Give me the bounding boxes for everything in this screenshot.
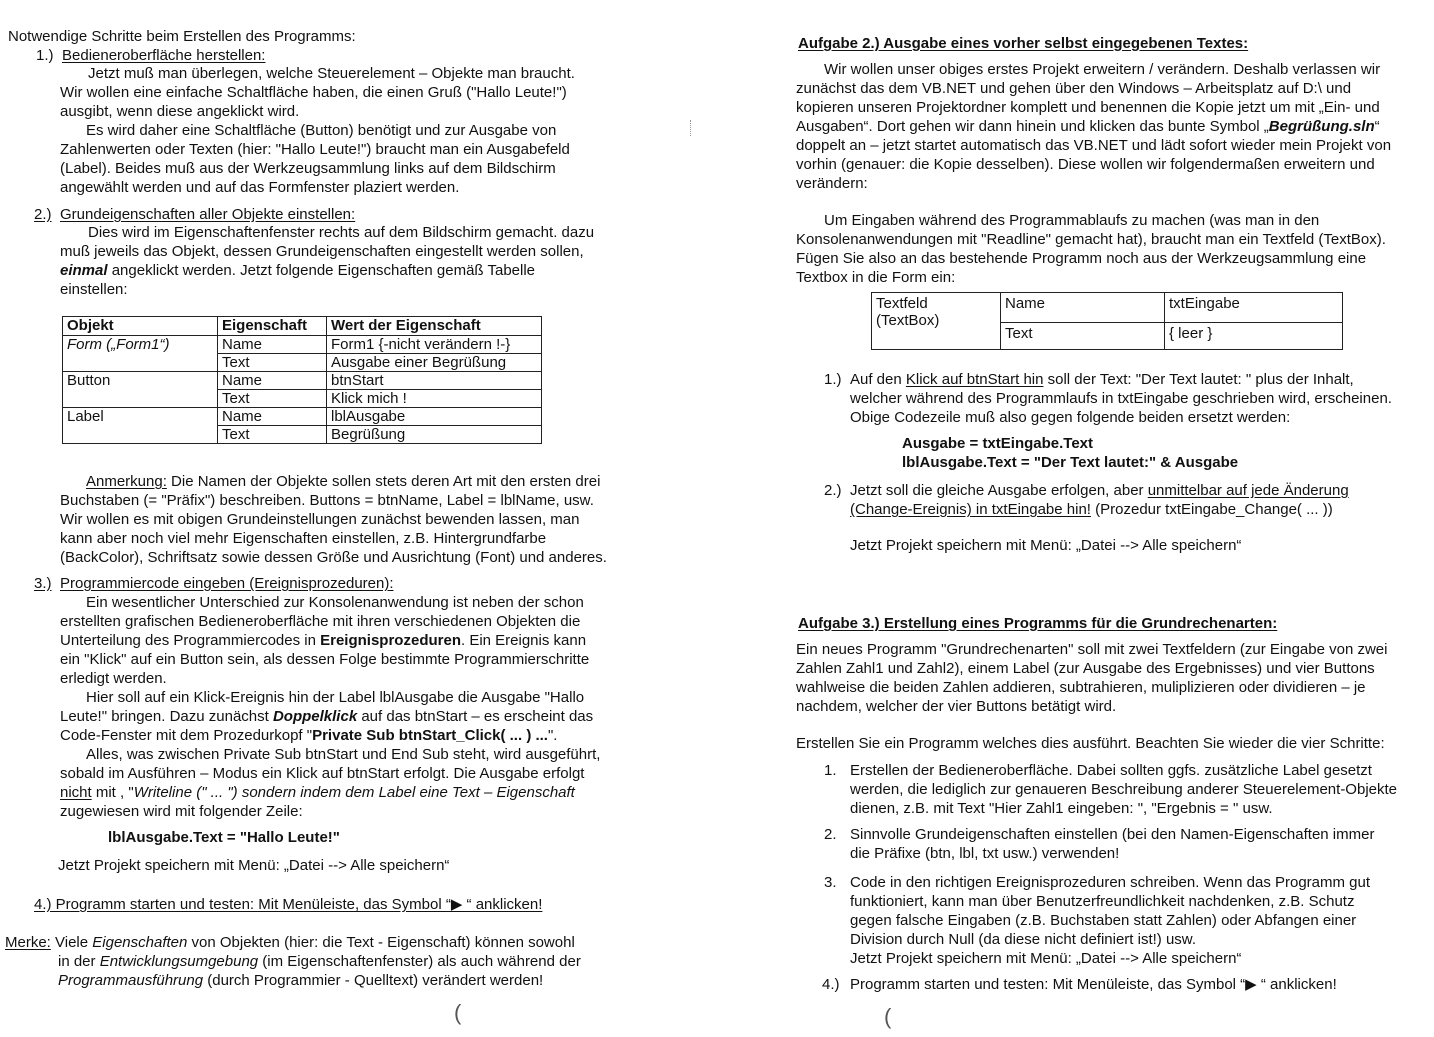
step3-text-line: ein "Klick" auf ein Button sein, als dessen Folge bestimmte Programmierschritte [60, 651, 590, 668]
a3-step-line: Sinnvolle Grundeigenschaften einstellen (bei den Namen-Eigenschaften immer [850, 826, 1375, 843]
step3-text-line: Hier soll auf ein Klick-Ereignis hin der Label lblAusgabe die Ausgabe "Hallo [86, 689, 585, 706]
gutter-mark [690, 120, 692, 136]
text-span: (durch Programmier - Quelltext) verändert werden! [203, 972, 544, 989]
aufgabe2-heading: Aufgabe 2.) Ausgabe eines vorher selbst eingegebenen Textes: [798, 35, 1249, 52]
table-cell: Name [1001, 293, 1165, 323]
step1-text-line: (Label). Beides muß aus der Werkzeugsammlung links auf dem Bildschirm [60, 160, 556, 177]
text-span: Die Namen der Objekte sollen stets deren Art mit den ersten drei [166, 473, 601, 490]
text-span: Writeline (" ... ") sondern indem dem Label eine Text – Eigenschaft [133, 784, 575, 801]
save-instruction: Jetzt Projekt speichern mit Menü: „Datei --> Alle speichern“ [850, 537, 1242, 554]
a3-step-line: werden, die lediglich zur genaueren Beschreibung anderer Steuerelement-Objekte [850, 781, 1398, 798]
a3-step-line: funktioniert, kann man über Benutzerfreundlichkeit nachdenken, z.B. Schutz [850, 893, 1355, 910]
merke-line [58, 952, 581, 971]
a3-step-line: Jetzt Projekt speichern mit Menü: „Datei --> Alle speichern“ [850, 950, 1242, 967]
step1-text-line: Jetzt muß man überlegen, welche Steuerelement – Objekte man braucht. [88, 65, 575, 82]
text-span: . Ein Ereignis kann [460, 632, 587, 649]
step1-text-line: ausgibt, wenn diese angeklickt wird. [60, 103, 300, 120]
text-span: Jetzt soll die gleiche Ausgabe erfolgen, aber [850, 482, 1148, 499]
table-row [872, 293, 1343, 323]
step2-heading: Grundeigenschaften aller Objekte einstellen: [60, 206, 356, 223]
step1-heading: Bedieneroberfläche herstellen: [62, 47, 266, 64]
a3-step-line: dienen, z.B. mit Text "Hier Zahl1 eingeben: ", "Ergebnis = " usw. [850, 800, 1273, 817]
step2-text-line [60, 261, 535, 280]
code-line: Ausgabe = txtEingabe.Text [902, 435, 1094, 452]
a3-text-line: Erstellen Sie ein Programm welches dies ausführt. Beachten Sie wieder die vier Schritte: [796, 735, 1385, 752]
table-cell-object [872, 293, 1001, 350]
a2-text-line: Textbox in die Form ein: [796, 269, 956, 286]
table-cell: Name [218, 336, 327, 354]
merke-line [58, 971, 543, 990]
a3-text-line: nachdem, welcher der vier Buttons betätigt wird. [796, 698, 1117, 715]
text-span: unmittelbar auf jede Änderung [1147, 482, 1349, 499]
step3-text-line: zugewiesen wird mit folgender Zeile: [60, 803, 303, 820]
table-cell-object: Form („Form1“) [63, 336, 218, 372]
textbox-table [871, 292, 1343, 350]
emphasis-doppelklick: Doppelklick [272, 708, 358, 725]
table-cell: lblAusgabe [327, 408, 542, 426]
item1-line: welcher während des Programmlaufs in txtEingabe geschrieben wird, erscheinen. [850, 390, 1392, 407]
merke-label: Merke: [5, 934, 51, 951]
text-span: “ [1374, 118, 1380, 135]
note-line: Wir wollen es mit obigen Grundeinstellungen zunächst bewenden lassen, man [60, 511, 580, 528]
a3-step-number: 1. [824, 762, 837, 779]
a3-step-line: gegen falsche Eingaben (z.B. Buchstaben statt Zahlen) oder Abfangen einer [850, 912, 1357, 929]
a3-step-number: 2. [824, 826, 837, 843]
a3-step-number: 4.) [822, 976, 840, 993]
text-span: Leute!" bringen. Dazu zunächst [60, 708, 273, 725]
step2-text-line: muß jeweils das Objekt, dessen Grundeigenschaften eingestellt werden sollen, [60, 243, 584, 260]
step3-text-line [60, 783, 575, 802]
table-cell-object: Label [63, 408, 218, 444]
step1-text-line: Zahlenwerten oder Texten (hier: "Hallo Leute!") braucht man ein Ausgabefeld [60, 141, 570, 158]
table-header: Eigenschaft [218, 317, 327, 336]
table-cell: Name [218, 372, 327, 390]
a2-text-line: Fügen Sie also an das bestehende Programm noch aus der Werkzeugsammlung eine [796, 250, 1367, 267]
a3-step-number: 3. [824, 874, 837, 891]
text-span: Textfeld [876, 295, 928, 312]
properties-table [62, 316, 542, 444]
a3-text-line: Ein neues Programm "Grundrechenarten" soll mit zwei Textfeldern (zur Eingabe von zwei [796, 641, 1388, 658]
table-cell: txtEingabe [1165, 293, 1343, 323]
text-span: Code-Fenster mit dem Prozedurkopf " [60, 727, 313, 744]
document-title: Notwendige Schritte beim Erstellen des Programms: [8, 28, 356, 45]
step2-text-line: Dies wird im Eigenschaftenfenster rechts auf dem Bildschirm gemacht. dazu [88, 224, 595, 241]
text-span: Klick auf btnStart hin [905, 371, 1044, 388]
a3-step-line: Programm starten und testen: Mit Menüleiste, das Symbol “▶ “ anklicken! [850, 976, 1337, 993]
a2-text-line: Wir wollen unser obiges erstes Projekt erweitern / verändern. Deshalb verlassen wir [824, 61, 1381, 78]
a2-text-line: Konsolenanwendungen mit "Readline" gemacht hat), braucht man ein Textfeld (TextBox). [796, 231, 1386, 248]
step1-text-line: angewählt werden und auf das Formfenster plaziert werden. [60, 179, 460, 196]
step3-text-line: Alles, was zwischen Private Sub btnStart und End Sub steht, wird ausgeführt, [86, 746, 601, 763]
table-cell: Text [1001, 322, 1165, 349]
table-cell: Ausgabe einer Begrüßung [327, 354, 542, 372]
table-cell: Text [218, 354, 327, 372]
a3-step-line: Code in den richtigen Ereignisprozeduren schreiben. Wenn das Programm gut [850, 874, 1371, 891]
text-span: in der [58, 953, 100, 970]
step3-text-line [60, 631, 586, 650]
text-span: (TextBox) [876, 312, 940, 329]
step2-text-line: einstellen: [60, 281, 128, 298]
a2-text-line: Um Eingaben während des Programmablaufs zu machen (was man in den [824, 212, 1320, 229]
text-span: soll der Text: "Der Text lautet: " plus der Inhalt, [1043, 371, 1354, 388]
table-cell: { leer } [1165, 322, 1343, 349]
a2-text-line: doppelt an – jetzt startet automatisch das VB.NET und lädt sofort wieder mein Projekt von [796, 137, 1392, 154]
a2-text-line: vorhin (genauer: die Kopie desselben). Diese wollen wir folgendermaßen erweitern und [796, 156, 1375, 173]
text-span: angeklickt werden. Jetzt folgende Eigenschaften gemäß Tabelle [107, 262, 536, 279]
text-span: (Prozedur txtEingabe_Change( ... )) [1090, 501, 1333, 518]
step3-text-line [60, 707, 593, 726]
step4-heading: 4.) Programm starten und testen: Mit Menüleiste, das Symbol “▶ “ anklicken! [34, 896, 543, 913]
note-label: Anmerkung: [86, 473, 167, 490]
text-span: (Change-Ereignis) in txtEingabe hin! [850, 501, 1091, 518]
step3-text-line: erstellten grafischen Bedieneroberfläche mit ihren verschiedenen Objekten die [60, 613, 581, 630]
emphasis-nicht: nicht [60, 784, 92, 801]
step3-text-line: Ein wesentlicher Unterschied zur Konsolenanwendung ist neben der schon [86, 594, 584, 611]
a3-text-line: wahlweise die beiden Zahlen addieren, subtrahieren, muliplizieren oder dividieren – je [796, 679, 1366, 696]
table-cell-object: Button [63, 372, 218, 408]
table-row [63, 336, 542, 354]
item1-line: Obige Codezeile muß also gegen folgende beiden ersetzt werden: [850, 409, 1291, 426]
procedure-header: Private Sub btnStart_Click( ... ) ... [312, 727, 548, 744]
scan-mark: ( [884, 1004, 892, 1029]
text-span: von Objekten (hier: die Text - Eigenschaft) können sowohl [187, 934, 575, 951]
text-span: Eigenschaften [92, 934, 188, 951]
step3-text-line [60, 726, 557, 745]
a3-step-line: die Präfixe (btn, lbl, txt usw.) verwenden! [850, 845, 1120, 862]
aufgabe3-heading: Aufgabe 3.) Erstellung eines Programms für die Grundrechenarten: [798, 615, 1278, 632]
item1-number: 1.) [824, 371, 842, 388]
note-line: Buchstaben (= "Präfix") beschreiben. Buttons = btnName, Label = lblName, usw. [60, 492, 594, 509]
emphasis-einmal: einmal [60, 262, 108, 279]
table-cell: Form1 {-nicht verändern !-} [327, 336, 542, 354]
text-span: mit , " [91, 784, 134, 801]
text-span: Ausgaben“. Dort gehen wir dann hinein und klicken das bunte Symbol „ [796, 118, 1269, 135]
table-cell: btnStart [327, 372, 542, 390]
a3-step-line: Erstellen der Bedieneroberfläche. Dabei sollten ggfs. zusätzliche Label gesetzt [850, 762, 1372, 779]
table-cell: Begrüßung [327, 426, 542, 444]
a3-text-line: Zahlen Zahl1 und Zahl2), einem Label (zur Ausgabe des Ergebnisses) und vier Buttons [796, 660, 1375, 677]
table-cell: Name [218, 408, 327, 426]
text-span: Unterteilung des Programmiercodes in [60, 632, 321, 649]
step3-heading: Programmiercode eingeben (Ereignisprozeduren): [60, 575, 394, 592]
emphasis-ereignisprozeduren: Ereignisprozeduren [320, 632, 461, 649]
step1-text-line: Wir wollen eine einfache Schaltfläche haben, die einen Gruß ("Hallo Leute!") [60, 84, 567, 101]
file-name: Begrüßung.sln [1268, 118, 1375, 135]
text-span: Viele [50, 934, 93, 951]
item2-line [850, 500, 1333, 519]
table-cell: Text [218, 426, 327, 444]
step2-number: 2.) [34, 206, 52, 223]
step1-text-line: Es wird daher eine Schaltfläche (Button) benötigt und zur Ausgabe von [86, 122, 557, 139]
a2-text-line: verändern: [796, 175, 868, 192]
table-row [63, 408, 542, 426]
table-header-row [63, 317, 542, 336]
step3-text-line: erledigt werden. [60, 670, 167, 687]
code-line: lblAusgabe.Text = "Hallo Leute!" [108, 829, 340, 846]
table-cell: Text [218, 390, 327, 408]
a2-text-line: zunächst das dem VB.NET und gehen über den Windows – Arbeitsplatz auf D:\ und [796, 80, 1352, 97]
text-span: ". [547, 727, 558, 744]
step3-text-line: sobald im Ausführen – Modus ein Klick auf btnStart erfolgt. Die Ausgabe erfolgt [60, 765, 585, 782]
save-instruction: Jetzt Projekt speichern mit Menü: „Datei --> Alle speichern“ [58, 857, 450, 874]
note-line: kann aber noch viel mehr Eigenschaften einstellen, z.B. Hintergrundfarbe [60, 530, 547, 547]
item2-number: 2.) [824, 482, 842, 499]
text-span: Auf den [850, 371, 906, 388]
scan-mark: ( [454, 1000, 462, 1025]
table-row [63, 372, 542, 390]
table-header: Objekt [63, 317, 218, 336]
text-span: Entwicklungsumgebung [99, 953, 259, 970]
table-cell: Klick mich ! [327, 390, 542, 408]
a3-step-line: Division durch Null (da diese nicht definiert ist!) usw. [850, 931, 1196, 948]
item2-line [850, 481, 1349, 500]
text-span: auf das btnStart – es erscheint das [357, 708, 594, 725]
a2-text-line: kopieren unseren Projektordner komplett und benennen die Kopie jetzt um mit „Ein- und [796, 99, 1380, 116]
note-line: (BackColor), Schriftsatz sowie dessen Größe und Ausrichtung (Font) und anderes. [60, 549, 607, 566]
text-span: Programmausführung [58, 972, 204, 989]
merke-line [5, 933, 575, 952]
step1-number: 1.) [36, 47, 54, 64]
text-span: (im Eigenschaftenfenster) als auch während der [258, 953, 581, 970]
note-line [86, 472, 600, 491]
table-header: Wert der Eigenschaft [327, 317, 542, 336]
step3-number: 3.) [34, 575, 52, 592]
code-line: lblAusgabe.Text = "Der Text lautet:" & Ausgabe [902, 454, 1239, 471]
item1-line [850, 370, 1354, 389]
a2-text-line [796, 117, 1380, 136]
